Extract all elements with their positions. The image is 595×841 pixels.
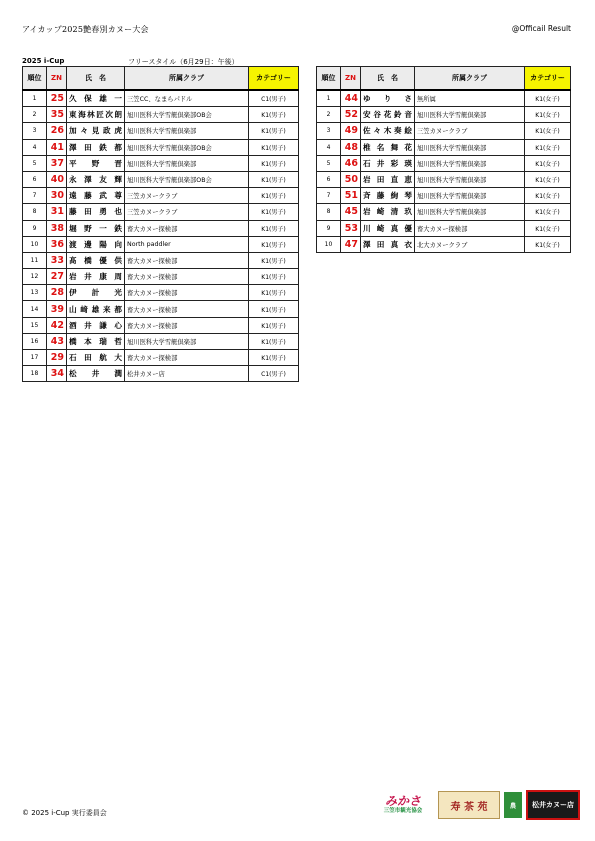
men-rows (23, 90, 299, 382)
table-row (23, 301, 299, 317)
table-row (317, 236, 571, 252)
mikasa-logo-tagline: 三笠市観光協会 (383, 808, 423, 815)
zn-cell: 37 (47, 155, 67, 171)
club-cell: 畜大カヌー探検部 (125, 301, 249, 317)
footer-copyright: © 2025 i-Cup 実行委員会 (22, 809, 107, 817)
cat-cell: K1(男子) (249, 269, 299, 285)
zn-cell: 51 (341, 188, 361, 204)
club-cell: 旭川医科大学雪艇倶楽部 (125, 155, 249, 171)
name-cell: 椎名舞花 (361, 139, 415, 155)
cat-cell: K1(男子) (249, 252, 299, 268)
club-cell: 旭川医科大学雪艇倶楽部OB会 (125, 139, 249, 155)
cat-cell: K1(男子) (249, 204, 299, 220)
table-row (317, 188, 571, 204)
table-row (317, 171, 571, 187)
event-label: 2025 i-Cup (22, 57, 65, 65)
rank-cell: 7 (23, 188, 47, 204)
mikasa-logo (372, 792, 434, 818)
table-row (23, 236, 299, 252)
rank-cell: 1 (23, 90, 47, 107)
table-row (23, 350, 299, 366)
club-cell: 旭川医科大学雪艇倶楽部 (415, 107, 525, 123)
name-cell: 橋本瑞哲 (67, 333, 125, 349)
rank-cell: 9 (23, 220, 47, 236)
cat-cell: K1(女子) (525, 204, 571, 220)
matsui-canoe-logo: 松井カヌー店 (526, 790, 580, 820)
club-cell: 畜大カヌー探検部 (415, 220, 525, 236)
zn-cell: 38 (47, 220, 67, 236)
farm-logo: 農 (504, 792, 522, 818)
table-row (23, 333, 299, 349)
zn-cell: 52 (341, 107, 361, 123)
cat-cell: K1(女子) (525, 188, 571, 204)
category-header: カテゴリー (525, 67, 571, 91)
name-cell: 伊計光 (67, 285, 125, 301)
rank-cell: 11 (23, 252, 47, 268)
zn-cell: 33 (47, 252, 67, 268)
cat-cell: K1(男子) (249, 350, 299, 366)
table-row (23, 220, 299, 236)
club-cell: 三笠CC、なまらパドル (125, 90, 249, 107)
table-row (317, 155, 571, 171)
club-cell: 旭川医科大学雪艇倶楽部 (415, 171, 525, 187)
table-header-row (317, 67, 571, 91)
cat-cell: K1(男子) (249, 317, 299, 333)
name-cell: 加々見政虎 (67, 123, 125, 139)
cat-cell: K1(男子) (249, 171, 299, 187)
club-header: 所属クラブ (415, 67, 525, 91)
zn-cell: 27 (47, 269, 67, 285)
club-cell: 旭川医科大学雪艇倶楽部OB会 (125, 107, 249, 123)
rank-cell: 8 (317, 204, 341, 220)
table-row (23, 252, 299, 268)
club-cell: 無所属 (415, 90, 525, 107)
zn-cell: 31 (47, 204, 67, 220)
name-cell: 斉藤絢琴 (361, 188, 415, 204)
women-rows (317, 90, 571, 252)
table-row (317, 139, 571, 155)
table-row (23, 204, 299, 220)
rank-cell: 2 (23, 107, 47, 123)
zn-cell: 42 (47, 317, 67, 333)
club-cell: 旭川医科大学雪艇倶楽部OB会 (125, 171, 249, 187)
sponsor-logos (372, 790, 580, 820)
table-row (23, 139, 299, 155)
zn-cell: 30 (47, 188, 67, 204)
club-cell: 三笠カヌークラブ (415, 123, 525, 139)
name-cell: 川崎真優 (361, 220, 415, 236)
cat-cell: K1(男子) (249, 333, 299, 349)
category-header: カテゴリー (249, 67, 299, 91)
cat-cell: K1(男子) (249, 107, 299, 123)
table-row (317, 123, 571, 139)
zn-cell: 49 (341, 123, 361, 139)
rank-cell: 10 (317, 236, 341, 252)
zn-cell: 53 (341, 220, 361, 236)
name-cell: 岩井康周 (67, 269, 125, 285)
women-results-table (316, 66, 571, 253)
table-row (23, 107, 299, 123)
rank-cell: 17 (23, 350, 47, 366)
cat-cell: K1(女子) (525, 107, 571, 123)
cat-cell: K1(男子) (249, 188, 299, 204)
zn-cell: 36 (47, 236, 67, 252)
name-cell: 永澤友輝 (67, 171, 125, 187)
club-cell: 三笠カヌークラブ (125, 188, 249, 204)
name-cell: 石井彩瑛 (361, 155, 415, 171)
rank-cell: 4 (23, 139, 47, 155)
cat-cell: C1(男子) (249, 366, 299, 382)
cat-cell: K1(男子) (249, 155, 299, 171)
cat-cell: K1(男子) (249, 285, 299, 301)
rank-cell: 4 (317, 139, 341, 155)
name-cell: 堀野一鉄 (67, 220, 125, 236)
cat-cell: K1(女子) (525, 123, 571, 139)
rank-cell: 9 (317, 220, 341, 236)
name-cell: 酒井謙心 (67, 317, 125, 333)
rank-cell: 18 (23, 366, 47, 382)
club-cell: 畜大カヌー探検部 (125, 252, 249, 268)
club-cell: 松井カヌー店 (125, 366, 249, 382)
table-row (23, 366, 299, 382)
rank-cell: 15 (23, 317, 47, 333)
table-row (317, 220, 571, 236)
name-header: 氏 名 (361, 67, 415, 91)
cat-cell: K1(男子) (249, 123, 299, 139)
table-row (23, 269, 299, 285)
document-title: アイカップ2025艶春別カヌー大会 (22, 25, 149, 34)
table-row (317, 204, 571, 220)
club-cell: 畜大カヌー探検部 (125, 220, 249, 236)
zn-cell: 45 (341, 204, 361, 220)
rank-cell: 3 (23, 123, 47, 139)
zn-cell: 43 (47, 333, 67, 349)
club-cell: 畜大カヌー探検部 (125, 350, 249, 366)
rank-cell: 3 (317, 123, 341, 139)
club-cell: 畜大カヌー探検部 (125, 285, 249, 301)
name-cell: 澤田真衣 (361, 236, 415, 252)
zn-cell: 34 (47, 366, 67, 382)
cat-cell: K1(女子) (525, 90, 571, 107)
cat-cell: K1(男子) (249, 301, 299, 317)
rank-cell: 5 (317, 155, 341, 171)
name-cell: 安谷花鈴音 (361, 107, 415, 123)
name-cell: 佐々木奏絵 (361, 123, 415, 139)
corner-note: @Officail Result (511, 24, 571, 33)
rank-cell: 7 (317, 188, 341, 204)
table-row (23, 90, 299, 107)
table-row (317, 107, 571, 123)
table-row (23, 188, 299, 204)
club-cell: 畜大カヌー探検部 (125, 317, 249, 333)
rank-cell: 13 (23, 285, 47, 301)
zn-cell: 35 (47, 107, 67, 123)
cat-cell: K1(女子) (525, 236, 571, 252)
club-cell: 旭川医科大学雪艇倶楽部 (125, 333, 249, 349)
men-results-table (22, 66, 299, 382)
table-header-row (23, 67, 299, 91)
name-cell: 山﨑雄来都 (67, 301, 125, 317)
name-cell: 松井潤 (67, 366, 125, 382)
zn-header: ZN (341, 67, 361, 91)
club-cell: 旭川医科大学雪艇倶楽部 (415, 139, 525, 155)
cat-cell: K1(女子) (525, 220, 571, 236)
name-cell: 東海林匠次朗 (67, 107, 125, 123)
rank-cell: 10 (23, 236, 47, 252)
table-row (23, 155, 299, 171)
rank-cell: 6 (317, 171, 341, 187)
club-cell: North paddler (125, 236, 249, 252)
name-cell: 澤田鉄都 (67, 139, 125, 155)
zn-cell: 50 (341, 171, 361, 187)
rank-cell: 14 (23, 301, 47, 317)
zn-cell: 48 (341, 139, 361, 155)
jushaen-logo: 寿 茶 苑 (438, 791, 500, 819)
zn-cell: 44 (341, 90, 361, 107)
table-row (23, 285, 299, 301)
rank-cell: 6 (23, 171, 47, 187)
zn-cell: 26 (47, 123, 67, 139)
rank-header: 順位 (23, 67, 47, 91)
name-header: 氏 名 (67, 67, 125, 91)
zn-cell: 29 (47, 350, 67, 366)
rank-cell: 1 (317, 90, 341, 107)
cat-cell: K1(男子) (249, 236, 299, 252)
table-row (23, 317, 299, 333)
zn-cell: 28 (47, 285, 67, 301)
cat-cell: K1(男子) (249, 139, 299, 155)
cat-cell: C1(男子) (249, 90, 299, 107)
name-cell: 藤田勇也 (67, 204, 125, 220)
club-cell: 旭川医科大学雪艇倶楽部 (125, 123, 249, 139)
club-cell: 旭川医科大学雪艇倶楽部 (415, 188, 525, 204)
name-cell: 髙橋優供 (67, 252, 125, 268)
rank-header: 順位 (317, 67, 341, 91)
zn-header: ZN (47, 67, 67, 91)
club-cell: 三笠カヌークラブ (125, 204, 249, 220)
rank-cell: 8 (23, 204, 47, 220)
zn-cell: 39 (47, 301, 67, 317)
club-cell: 旭川医科大学雪艇倶楽部 (415, 204, 525, 220)
rank-cell: 12 (23, 269, 47, 285)
cat-cell: K1(女子) (525, 171, 571, 187)
cat-cell: K1(女子) (525, 155, 571, 171)
name-cell: 平野晋 (67, 155, 125, 171)
table-row (23, 123, 299, 139)
rank-cell: 5 (23, 155, 47, 171)
rank-cell: 16 (23, 333, 47, 349)
cat-cell: K1(男子) (249, 220, 299, 236)
mikasa-logo-text: みかさ (384, 794, 421, 809)
club-cell: 畜大カヌー探検部 (125, 269, 249, 285)
name-cell: 久保雄一 (67, 90, 125, 107)
club-cell: 旭川医科大学雪艇倶楽部 (415, 155, 525, 171)
name-cell: 岩田直恵 (361, 171, 415, 187)
club-header: 所属クラブ (125, 67, 249, 91)
cat-cell: K1(女子) (525, 139, 571, 155)
zn-cell: 40 (47, 171, 67, 187)
zn-cell: 25 (47, 90, 67, 107)
table-row (317, 90, 571, 107)
name-cell: ゆりさ (361, 90, 415, 107)
name-cell: 岩崎清玖 (361, 204, 415, 220)
rank-cell: 2 (317, 107, 341, 123)
zn-cell: 47 (341, 236, 361, 252)
zn-cell: 46 (341, 155, 361, 171)
name-cell: 渡邊陽向 (67, 236, 125, 252)
zn-cell: 41 (47, 139, 67, 155)
club-cell: 北大カヌークラブ (415, 236, 525, 252)
table-row (23, 171, 299, 187)
name-cell: 石田航大 (67, 350, 125, 366)
name-cell: 遠藤武尊 (67, 188, 125, 204)
event-subtitle: フリースタイル（6月29日：午後） (128, 58, 239, 66)
